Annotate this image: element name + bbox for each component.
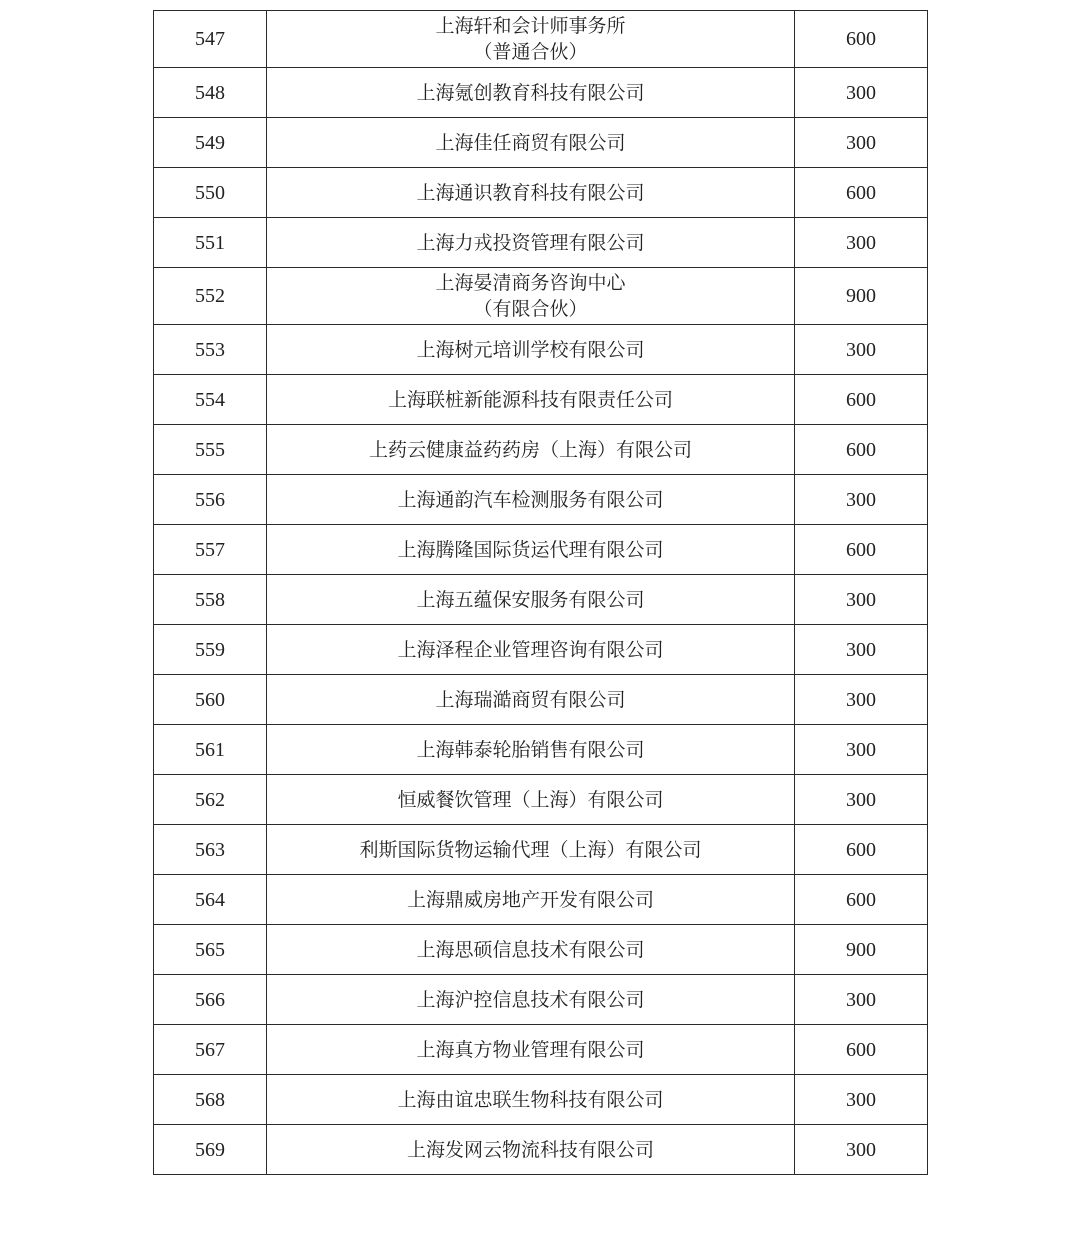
company-name: 上海佳任商贸有限公司: [267, 118, 795, 168]
amount: 300: [795, 475, 928, 525]
company-name: 利斯国际货物运输代理（上海）有限公司: [267, 825, 795, 875]
amount: 300: [795, 775, 928, 825]
table-row: [154, 1025, 928, 1075]
company-name: [267, 268, 795, 325]
table-row: [154, 525, 928, 575]
table-body: [154, 11, 928, 1175]
amount: 300: [795, 218, 928, 268]
table-row: [154, 168, 928, 218]
table-row: [154, 218, 928, 268]
amount: 300: [795, 675, 928, 725]
amount: 300: [795, 118, 928, 168]
row-number: 566: [154, 975, 267, 1025]
amount: 600: [795, 825, 928, 875]
company-name: 上海真方物业管理有限公司: [267, 1025, 795, 1075]
amount: 300: [795, 68, 928, 118]
row-number: 556: [154, 475, 267, 525]
row-number: 552: [154, 268, 267, 325]
table-row: [154, 775, 928, 825]
table-row: [154, 675, 928, 725]
amount: 600: [795, 525, 928, 575]
company-name: 上海泽程企业管理咨询有限公司: [267, 625, 795, 675]
table-row: [154, 1075, 928, 1125]
table-row: [154, 1125, 928, 1175]
row-number: 569: [154, 1125, 267, 1175]
company-name: 上海氪创教育科技有限公司: [267, 68, 795, 118]
amount: 300: [795, 575, 928, 625]
table-row: [154, 875, 928, 925]
table-row: [154, 11, 928, 68]
company-name: 上海由谊忠联生物科技有限公司: [267, 1075, 795, 1125]
row-number: 559: [154, 625, 267, 675]
company-name: 上海腾隆国际货运代理有限公司: [267, 525, 795, 575]
company-name: [267, 11, 795, 68]
table-row: [154, 68, 928, 118]
amount: 600: [795, 1025, 928, 1075]
row-number: 564: [154, 875, 267, 925]
amount: 600: [795, 375, 928, 425]
company-name: 上海思硕信息技术有限公司: [267, 925, 795, 975]
table-row: [154, 268, 928, 325]
amount: 300: [795, 725, 928, 775]
company-list-table: [153, 10, 928, 1175]
row-number: 555: [154, 425, 267, 475]
table-row: [154, 825, 928, 875]
row-number: 563: [154, 825, 267, 875]
amount: 600: [795, 11, 928, 68]
table-row: [154, 475, 928, 525]
table-row: [154, 375, 928, 425]
table-row: [154, 325, 928, 375]
company-name: 上海树元培训学校有限公司: [267, 325, 795, 375]
company-name-line: （普通合伙）: [473, 41, 588, 63]
amount: 300: [795, 1075, 928, 1125]
amount: 600: [795, 425, 928, 475]
table-row: [154, 425, 928, 475]
table-row: [154, 625, 928, 675]
company-name: 上海力戎投资管理有限公司: [267, 218, 795, 268]
row-number: 554: [154, 375, 267, 425]
company-name: 上海瑞澔商贸有限公司: [267, 675, 795, 725]
company-name: 恒威餐饮管理（上海）有限公司: [267, 775, 795, 825]
amount: 300: [795, 975, 928, 1025]
table-row: [154, 975, 928, 1025]
company-name: 上海通韵汽车检测服务有限公司: [267, 475, 795, 525]
row-number: 553: [154, 325, 267, 375]
company-name: 上海通识教育科技有限公司: [267, 168, 795, 218]
company-name-line: 上海轩和会计师事务所: [435, 15, 626, 37]
company-name-line: （有限合伙）: [473, 298, 588, 320]
amount: 900: [795, 925, 928, 975]
amount: 300: [795, 625, 928, 675]
row-number: 550: [154, 168, 267, 218]
company-name: 上海联桩新能源科技有限责任公司: [267, 375, 795, 425]
company-name: 上药云健康益药药房（上海）有限公司: [267, 425, 795, 475]
row-number: 547: [154, 11, 267, 68]
row-number: 548: [154, 68, 267, 118]
amount: 600: [795, 875, 928, 925]
company-name: 上海韩泰轮胎销售有限公司: [267, 725, 795, 775]
table-row: [154, 575, 928, 625]
row-number: 557: [154, 525, 267, 575]
row-number: 558: [154, 575, 267, 625]
amount: 600: [795, 168, 928, 218]
table-row: [154, 725, 928, 775]
company-name: 上海鼎威房地产开发有限公司: [267, 875, 795, 925]
amount: 900: [795, 268, 928, 325]
amount: 300: [795, 325, 928, 375]
subsidy-table-sheet: [153, 10, 927, 1175]
company-name-line: 上海晏清商务咨询中心: [435, 272, 626, 294]
amount: 300: [795, 1125, 928, 1175]
company-name: 上海发网云物流科技有限公司: [267, 1125, 795, 1175]
row-number: 565: [154, 925, 267, 975]
table-row: [154, 118, 928, 168]
row-number: 561: [154, 725, 267, 775]
row-number: 551: [154, 218, 267, 268]
row-number: 549: [154, 118, 267, 168]
row-number: 568: [154, 1075, 267, 1125]
row-number: 560: [154, 675, 267, 725]
row-number: 562: [154, 775, 267, 825]
company-name: 上海五蕴保安服务有限公司: [267, 575, 795, 625]
company-name: 上海沪控信息技术有限公司: [267, 975, 795, 1025]
row-number: 567: [154, 1025, 267, 1075]
table-row: [154, 925, 928, 975]
